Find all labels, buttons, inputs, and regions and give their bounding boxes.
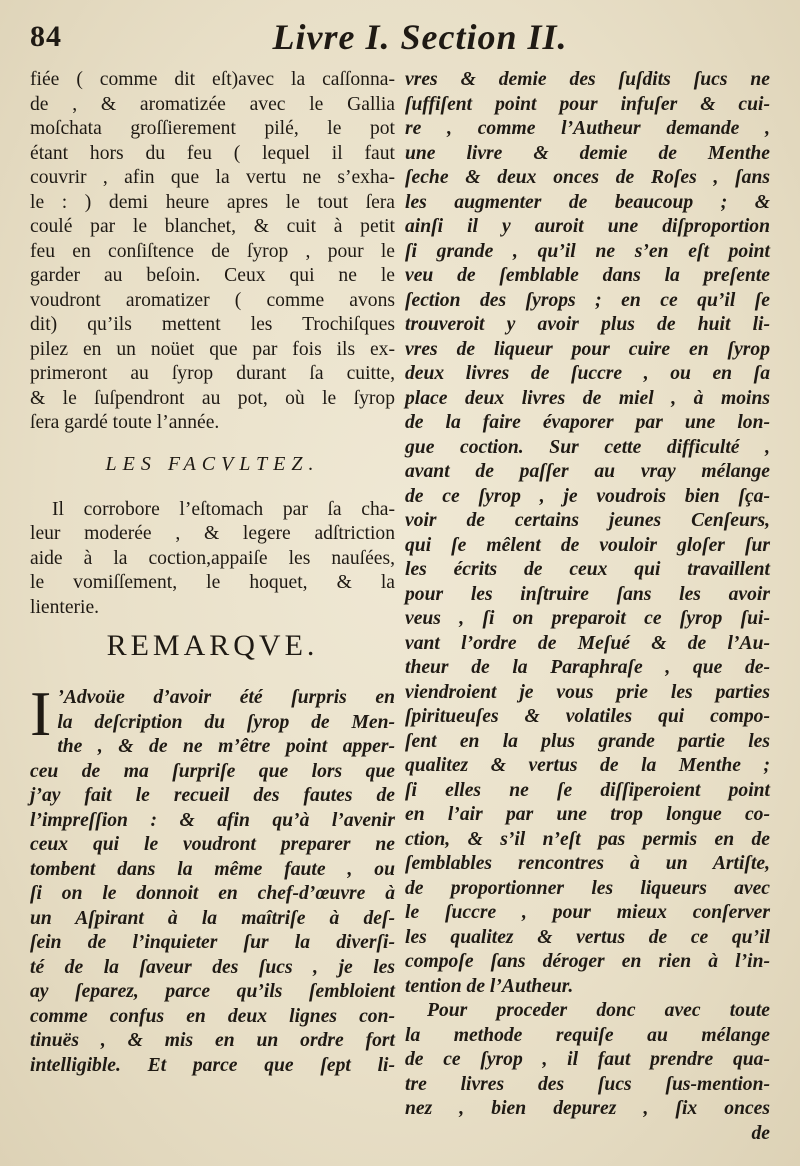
text-line: l’impreſſion : & afin qu’à l’avenir — [30, 809, 395, 831]
text-line: ceu de ma ſurpriſe que lors que — [30, 760, 395, 782]
text-line: le : ) demi heure apres le tout ſera — [30, 191, 395, 213]
text-line: ſi elles ne ſe diſſiperoient point — [405, 779, 770, 801]
page-number: 84 — [30, 20, 62, 53]
text-line: theur de la Paraphraſe , que de- — [405, 657, 770, 678]
text-line: la deſcription du ſyrop de Men- — [57, 711, 395, 733]
text-line: nez , bien depurez , ſix onces — [405, 1098, 770, 1119]
text-line: de proportionner les liqueurs avec — [405, 877, 770, 899]
text-line: les écrits de ceux qui travaillent — [405, 559, 770, 580]
facultes-text — [30, 498, 395, 621]
text-line: en l’air par une trop longue co- — [405, 804, 770, 825]
text-line: le ſuccre , pour mieux conſerver — [405, 902, 770, 923]
text-line: tre livres des ſucs ſus-mention- — [405, 1073, 770, 1095]
text-line: leur moderée , & legere adſtriction — [30, 523, 395, 544]
text-line: fiée ( comme dit eſt)avec la caſſonna- — [30, 69, 395, 90]
text-line: primeront au ſyrop durant ſa cuitte, — [30, 363, 395, 384]
text-line: veu de ſemblable dans la preſente — [405, 265, 770, 286]
text-line: ſpiritueuſes & volatiles qui compo- — [405, 706, 770, 727]
text-line: vant l’ordre de Meſué & de l’Au- — [405, 632, 770, 654]
text-line: avant de paſſer au vray mélange — [405, 461, 770, 482]
text-line: tention de l’Autheur. — [405, 975, 574, 997]
text-line: compoſe ſans déroger en rien à l’in- — [405, 951, 770, 972]
text-line: de la faire évaporer par une lon- — [405, 412, 770, 433]
text-line: intelligible. Et parce que ſept li- — [30, 1054, 395, 1076]
text-line: ay ſeparez, parce qu’ils ſembloient — [30, 981, 395, 1002]
text-line: the , & de ne m’être point apper- — [57, 736, 395, 757]
text-line: veus , ſi on preparoit ce ſyrop ſui- — [405, 608, 770, 629]
facultes-heading: LES FACVLTEZ. — [105, 452, 320, 475]
remarque-text — [30, 678, 395, 1078]
text-line: Pour proceder donc avec toute — [427, 1000, 770, 1021]
text-line: ction, & s’il n’eſt pas permis en de — [405, 828, 770, 850]
text-line: pour les inſtruire ſans les avoir — [405, 583, 770, 605]
text-line: ’Advoüe d’avoir été ſurpris en — [57, 687, 395, 708]
text-line: ſi grande , qu’il ne s’en eſt point — [405, 240, 770, 262]
text-line: trouveroit y avoir plus de huit li- — [405, 314, 770, 335]
text-line: ſemblables rencontres à un Artiſte, — [405, 853, 770, 874]
text-line: Il corrobore l’eſtomach par ſa cha- — [52, 498, 395, 520]
text-line: ſent en la plus grande partie les — [405, 730, 770, 752]
drop-cap: I — [30, 678, 52, 749]
text-line: garder au beſoin. Ceux qui ne le — [30, 265, 395, 286]
text-line: feu en conſiſtence de ſyrop , pour le — [30, 240, 395, 262]
text-line: un Aſpirant à la maîtriſe à deſ- — [30, 907, 395, 929]
text-line: voir de certains jeunes Cenſeurs, — [405, 510, 770, 531]
left-column — [30, 68, 395, 1078]
text-line: pilez en un noüet que par fois ils ex- — [30, 338, 395, 360]
text-line: place deux livres de miel , à moins — [405, 387, 770, 409]
text-line: couvrir , afin que la vertu ne s’exha- — [30, 167, 395, 188]
text-line: les augmenter de beaucoup ; & — [405, 191, 770, 213]
text-line: deux livres de ſuccre , ou en ſa — [405, 363, 770, 384]
text-line: ceux qui le voudront preparer ne — [30, 834, 395, 855]
text-line: de ce ſyrop , il faut prendre qua- — [405, 1049, 770, 1070]
text-line: ſeche & deux onces de Roſes , ſans — [405, 167, 770, 188]
text-line: moſchata groſſierement pilé, le pot — [30, 118, 395, 139]
text-line: vres de liqueur pour cuire en ſyrop — [405, 338, 770, 360]
text-line: ſi on le donnoit en chef-d’œuvre à — [30, 883, 395, 904]
text-line: voudront aromatizer ( comme avons — [30, 289, 395, 311]
text-line: ſection des ſyrops ; en ce qu’il ſe — [405, 289, 770, 311]
recipe-text — [30, 68, 395, 436]
text-line: tombent dans la même faute , ou — [30, 858, 395, 880]
text-line: le vomiſſement, le hoquet, & la — [30, 572, 395, 593]
text-line: de , & aromatizée avec le Gallia — [30, 93, 395, 115]
text-line: tinuës , & mis en un ordre fort — [30, 1030, 395, 1051]
text-line: qui ſe mêlent de vouloir gloſer ſur — [405, 534, 770, 556]
remarque-heading: REMARQVE. — [106, 629, 319, 662]
text-line: qualitez & vertus de la Menthe ; — [405, 755, 770, 776]
text-line: viendroient je vous prie les parties — [405, 681, 770, 703]
text-line: comme confus en deux lignes con- — [30, 1005, 395, 1027]
text-line: une livre & demie de Menthe — [405, 142, 770, 164]
text-line: ſera gardé toute l’année. — [30, 412, 220, 433]
running-title: Livre I. Section II. — [272, 17, 568, 57]
page-header — [30, 14, 770, 64]
text-line: les qualitez & vertus de ce qu’il — [405, 926, 770, 948]
text-line: ſuffiſent point pour infuſer & cui- — [405, 93, 770, 115]
text-line: re , comme l’Autheur demande , — [405, 118, 770, 139]
text-line: ſein de l’inquieter ſur la diverſi- — [30, 932, 395, 953]
text-line: vres & demie des ſuſdits ſucs ne — [405, 69, 770, 90]
right-column — [405, 68, 770, 1146]
text-line: j’ay fait le recueil des fautes de — [30, 785, 395, 806]
text-line: té de la ſaveur des ſucs , je les — [30, 956, 395, 978]
catchword: de — [751, 1122, 770, 1144]
text-line: de ce ſyrop , je voudrois bien ſça- — [405, 485, 770, 507]
text-line: lienterie. — [30, 596, 100, 618]
text-line: la methode requiſe au mélange — [405, 1024, 770, 1046]
text-line: & le ſuſpendront au pot, où le ſyrop — [30, 387, 395, 409]
text-line: ainſi il y auroit une diſproportion — [405, 216, 770, 237]
text-line: étant hors du feu ( lequel il faut — [30, 142, 395, 164]
text-line: gue coction. Sur cette difficulté , — [405, 436, 770, 458]
text-line: dit) qu’ils mettent les Trochiſques — [30, 314, 395, 335]
text-line: coulé par le blanchet, & cuit à petit — [30, 216, 395, 237]
text-line: aide à la coction,appaiſe les nauſées, — [30, 547, 395, 569]
